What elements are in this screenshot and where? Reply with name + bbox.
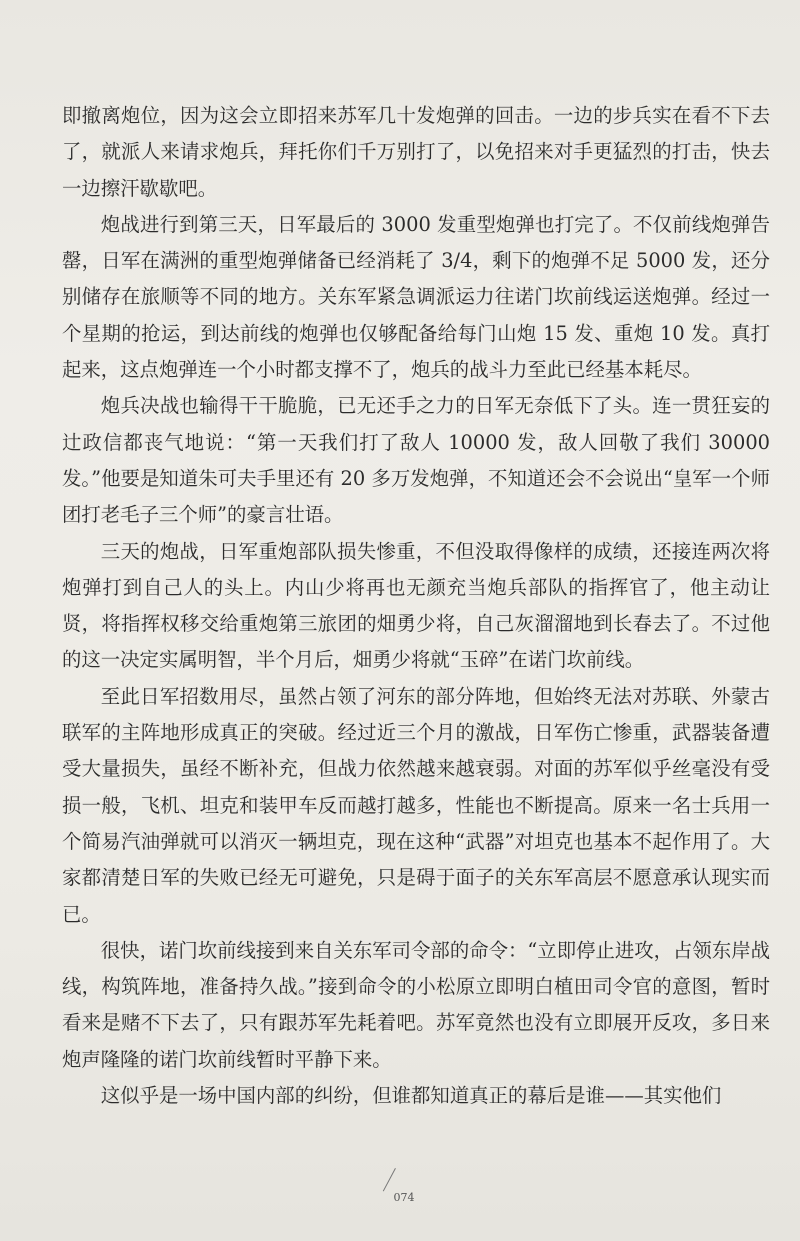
page-number: 074 [393,1191,415,1204]
paragraph-continuation: 即撤离炮位，因为这会立即招来苏军几十发炮弹的回击。一边的步兵实在看不下去了，就派人来请求炮兵，拜托你们千万别打了，以免招来对手更猛烈的打击，快去一边擦汗歇歇吧。 [62,104,770,200]
paragraph: 这似乎是一场中国内部的纠纷，但谁都知道真正的幕后是谁——其实他们 [100,1084,722,1108]
paragraph: 炮战进行到第三天，日军最后的 3000 发重型炮弹也打完了。不仅前线炮弹告罄，日军在满洲的重型炮弹储备已经消耗了 3/4，剩下的炮弹不足 5000 发，还分别储存在旅顺等不同的地方。关东军紧急调派运力往诺门坎前线运送炮弹。经过一个星期的抢运，到达前线的炮弹也仅够配备给每门山炮 15 发、重炮 10 发。真打起来，这点炮弹连一个小时都支撑不了，炮兵的战斗力至此已经基本耗尽。 [62,212,770,382]
paragraph: 三天的炮战，日军重炮部队损失惨重，不但没取得像样的成绩，还接连两次将炮弹打到自己人的头上。内山少将再也无颜充当炮兵部队的指挥官了，他主动让贤，将指挥权移交给重炮第三旅团的畑勇少将，自己灰溜溜地到长春去了。不过他的这一决定实属明智，半个月后，畑勇少将就“玉碎”在诺门坎前线。 [62,539,770,672]
page-footer [0,1186,800,1205]
paragraph: 很快，诺门坎前线接到来自关东军司令部的命令：“立即停止进攻，占领东岸战线，构筑阵地，准备持久战。”接到命令的小松原立即明白植田司令官的意图，暂时看来是赌不下去了，只有跟苏军先耗着吧。苏军竟然也没有立即展开反攻，多日来炮声隆隆的诺门坎前线暂时平静下来。 [62,938,770,1071]
body-text [62,98,770,1114]
paragraph: 至此日军招数用尽，虽然占领了河东的部分阵地，但始终无法对苏联、外蒙古联军的主阵地形成真正的突破。经过近三个月的激战，日军伤亡惨重，武器装备遭受大量损失，虽经不断补充，但战力依然越来越衰弱。对面的苏军似乎丝毫没有受损一般，飞机、坦克和装甲车反而越打越多，性能也不断提高。原来一名士兵用一个简易汽油弹就可以消灭一辆坦克，现在这种“武器”对坦克也基本不起作用了。大家都清楚日军的失败已经无可避免，只是碍于面子的关东军高层不愿意承认现实而已。 [62,684,770,926]
paragraph: 炮兵决战也输得干干脆脆，已无还手之力的日军无奈低下了头。连一贯狂妄的辻政信都丧气地说：“第一天我们打了敌人 10000 发，敌人回敬了我们 30000 发。”他要是知道朱可夫手里还有 20 多万发炮弹，不知道还会不会说出“皇军一个师团打老毛子三个师”的豪言壮语。 [62,394,770,527]
